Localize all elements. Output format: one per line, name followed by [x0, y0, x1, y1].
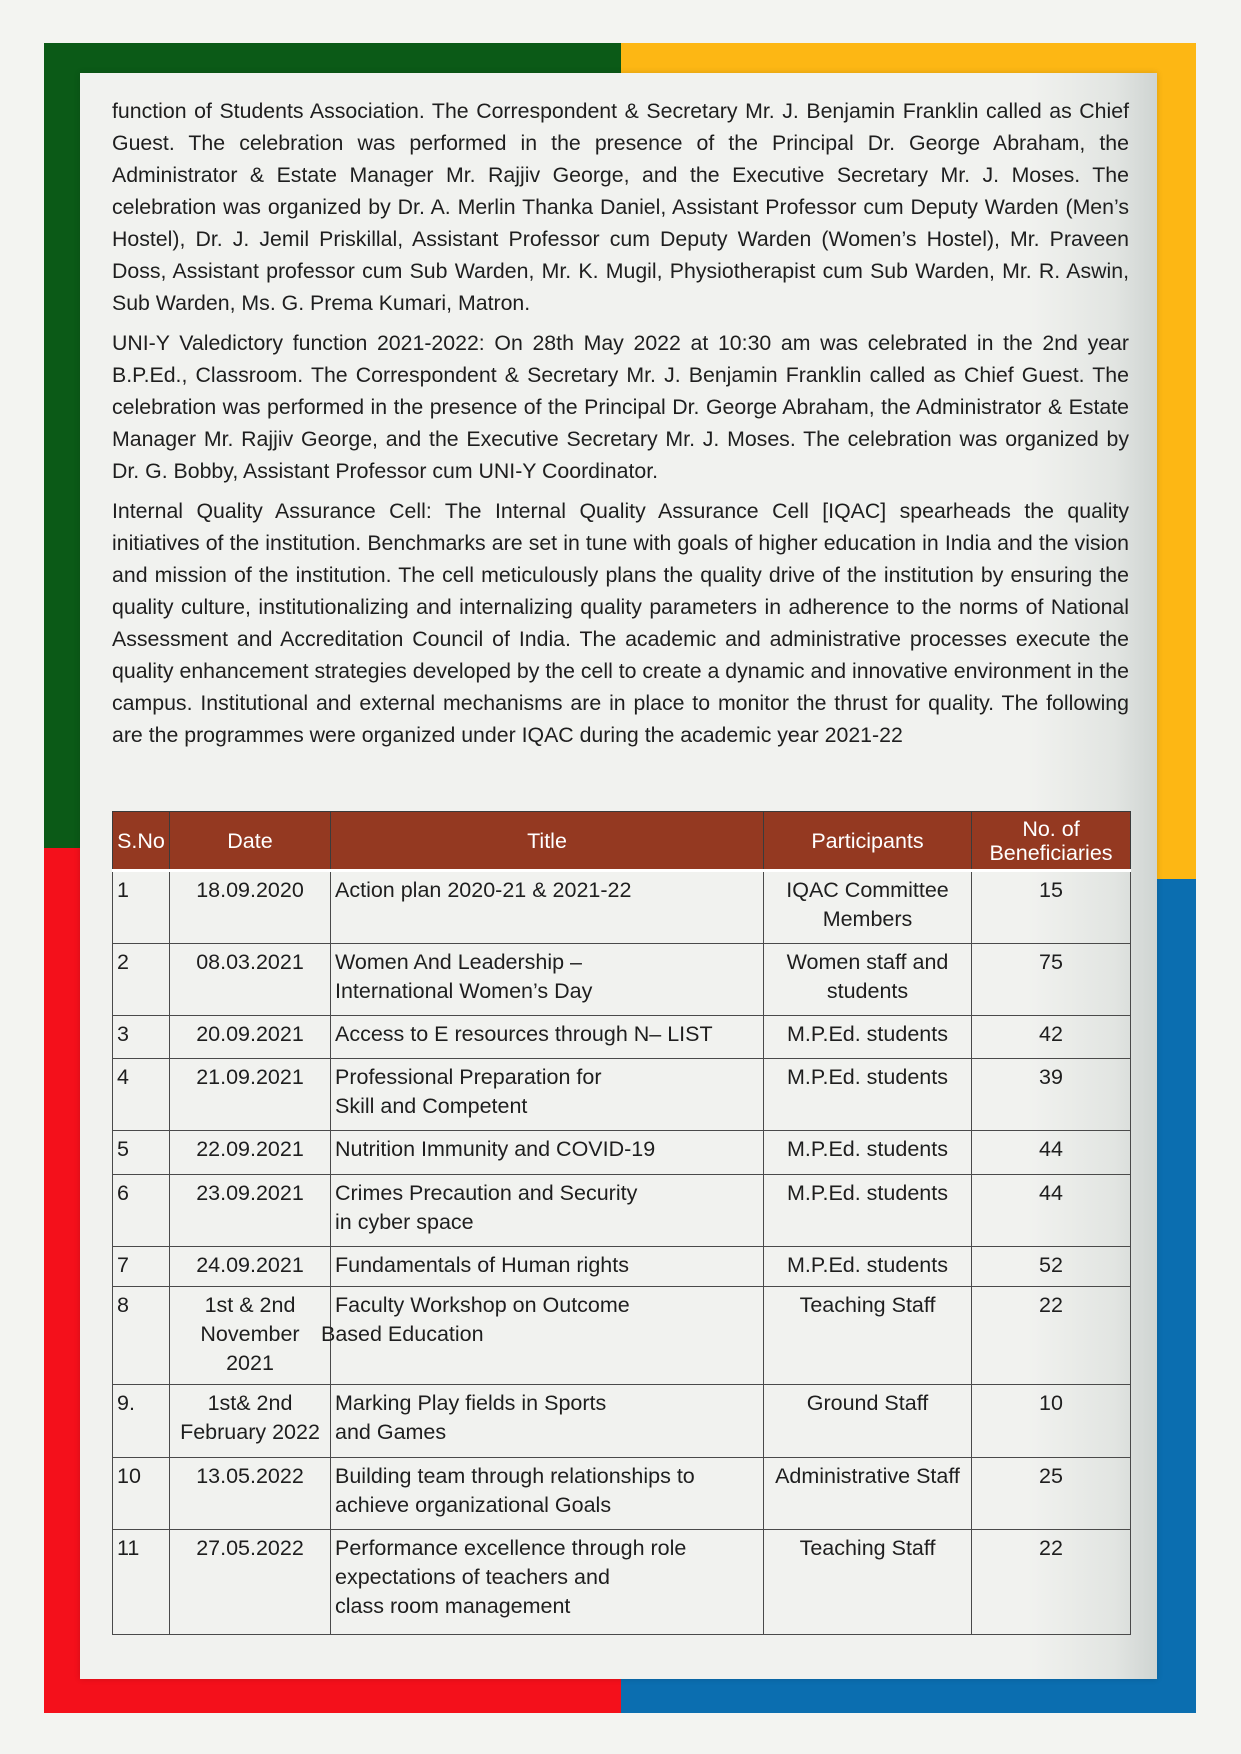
title-line1: Performance excellence through role: [335, 1536, 687, 1560]
participants-line2: students: [826, 979, 909, 1003]
cell-beneficiaries: 44: [972, 1175, 1131, 1247]
table-row: [113, 1287, 1131, 1385]
title-line2: expectations of teachers and: [335, 1565, 610, 1589]
cell-participants: M.P.Ed. students: [764, 1131, 972, 1175]
table-row: [113, 1530, 1131, 1635]
cell-sno: 2: [113, 944, 170, 1016]
cell-participants: [764, 944, 972, 1016]
cell-participants: Teaching Staff: [764, 1287, 972, 1385]
header-participants: Participants: [764, 812, 972, 871]
cell-sno: 10: [113, 1458, 170, 1530]
header-date: Date: [170, 812, 331, 871]
date-line1: 1st & 2nd: [204, 1293, 296, 1317]
table-row: [113, 1175, 1131, 1247]
cell-date: 22.09.2021: [170, 1131, 331, 1175]
cell-participants: M.P.Ed. students: [764, 1016, 972, 1059]
cell-date: 24.09.2021: [170, 1247, 331, 1287]
header-beneficiaries: [972, 812, 1131, 871]
cell-beneficiaries: 22: [972, 1530, 1131, 1635]
cell-date: [170, 1385, 331, 1458]
header-sno: S.No: [113, 812, 170, 871]
participants-line1: IQAC Committee: [786, 878, 949, 902]
table-row: [113, 871, 1131, 944]
date-line2: November 2021: [200, 1322, 300, 1375]
title-line1: Professional Preparation for: [335, 1065, 602, 1089]
date-line2: February 2022: [180, 1420, 320, 1444]
cell-sno: 4: [113, 1059, 170, 1131]
title-line1: Women And Leadership –: [335, 950, 583, 974]
cell-date: 18.09.2020: [170, 871, 331, 944]
title-line1: Crimes Precaution and Security: [335, 1181, 638, 1205]
table-row: [113, 944, 1131, 1016]
title-line3: class room management: [335, 1594, 571, 1618]
title-line2: achieve organizational Goals: [335, 1493, 612, 1517]
table-row: [113, 1385, 1131, 1458]
paragraph-students-association: function of Students Association. The Correspondent & Secretary Mr. J. Benjamin Franklin called as Chief Guest. The celebration was performed in the presence of the Principal Dr. George Abraham, the Administrator & Estate Manager Mr. Rajjiv George, and the Executive Secretary Mr. J. Moses. The celebration was organized by Dr. A. Merlin Thanka Daniel, Assistant Professor cum Deputy Warden (Men’s Hostel), Dr. J. Jemil Priskillal, Assistant Professor cum Deputy Warden (Women’s Hostel), Mr. Praveen Doss, Assistant professor cum Sub Warden, Mr. K. Mugil, Physiotherapist cum Sub Warden, Mr. R. Aswin, Sub Warden, Ms. G. Prema Kumari, Matron.: [112, 99, 1129, 315]
cell-title: [331, 1385, 764, 1458]
header-beneficiaries-line1: No. of: [1022, 816, 1080, 841]
participants-line1: Women staff and: [786, 950, 949, 974]
date-line1: 1st& 2nd: [207, 1391, 293, 1415]
cell-beneficiaries: 52: [972, 1247, 1131, 1287]
cell-date: 13.05.2022: [170, 1458, 331, 1530]
table-row: [113, 1131, 1131, 1175]
cell-beneficiaries: 75: [972, 944, 1131, 1016]
cell-participants: M.P.Ed. students: [764, 1247, 972, 1287]
cell-date: 23.09.2021: [170, 1175, 331, 1247]
cell-title: Action plan 2020-21 & 2021-22: [331, 871, 764, 944]
header-beneficiaries-line2: Beneficiaries: [989, 840, 1113, 865]
cell-title: [321, 1287, 764, 1385]
cell-participants: Teaching Staff: [764, 1530, 972, 1635]
paragraph-iqac: Internal Quality Assurance Cell: The Internal Quality Assurance Cell [IQAC] spearheads the quality initiatives of the institution. Benchmarks are set in tune with goals of higher education in India and the vision and mission of the institution. The cell meticulously plans the quality drive of the institution by ensuring the quality culture, institutionalizing and internalizing quality parameters in adherence to the norms of National Assessment and Accreditation Council of India. The academic and administrative processes execute the quality enhancement strategies developed by the cell to create a dynamic and innovative environment in the campus. Institutional and external mechanisms are in place to monitor the thrust for quality. The following are the programmes were organized under IQAC during the academic year 2021-22: [112, 499, 1129, 747]
table-row: [113, 1247, 1131, 1287]
cell-title: [331, 1175, 764, 1247]
cell-title: [331, 1059, 764, 1131]
cell-beneficiaries: 25: [972, 1458, 1131, 1530]
cell-date: 27.05.2022: [170, 1530, 331, 1635]
cell-title: [331, 1530, 764, 1635]
cell-sno: 9.: [113, 1385, 170, 1458]
table-row: [113, 1458, 1131, 1530]
table-row: [113, 1059, 1131, 1131]
cell-participants: Ground Staff: [764, 1385, 972, 1458]
table-row: [113, 1016, 1131, 1059]
title-line2: Based Education: [321, 1322, 484, 1346]
cell-sno: 8: [113, 1287, 170, 1385]
header-title: Title: [331, 812, 764, 871]
participants-line2: Members: [822, 907, 913, 931]
title-line2: and Games: [335, 1420, 447, 1444]
cell-date: 08.03.2021: [170, 944, 331, 1016]
paragraph-uni-y-valedictory: UNI-Y Valedictory function 2021-2022: On 28th May 2022 at 10:30 am was celebrated in the 2nd year B.P.Ed., Classroom. The Correspondent & Secretary Mr. J. Benjamin Franklin called as Chief Guest. The celebration was performed in the presence of the Principal Dr. George Abraham, the Administrator & Estate Manager Mr. Rajjiv George, and the Executive Secretary Mr. J. Moses. The celebration was organized by Dr. G. Bobby, Assistant Professor cum UNI-Y Coordinator.: [112, 331, 1129, 483]
cell-sno: 3: [113, 1016, 170, 1059]
cell-title: Fundamentals of Human rights: [331, 1247, 764, 1287]
cell-sno: 7: [113, 1247, 170, 1287]
cell-beneficiaries: 22: [972, 1287, 1131, 1385]
title-line1: Building team through relationships to: [335, 1464, 695, 1488]
cell-beneficiaries: 15: [972, 871, 1131, 944]
cell-participants: M.P.Ed. students: [764, 1059, 972, 1131]
title-line1: Faculty Workshop on Outcome: [335, 1293, 630, 1317]
cell-sno: 11: [113, 1530, 170, 1635]
cell-beneficiaries: 39: [972, 1059, 1131, 1131]
title-line1: Marking Play fields in Sports: [335, 1391, 607, 1415]
cell-beneficiaries: 42: [972, 1016, 1131, 1059]
title-line2: Skill and Competent: [335, 1094, 528, 1118]
document-body: [112, 95, 1129, 751]
cell-beneficiaries: 44: [972, 1131, 1131, 1175]
cell-participants: [764, 871, 972, 944]
cell-sno: 1: [113, 871, 170, 944]
cell-sno: 5: [113, 1131, 170, 1175]
title-line2: International Women’s Day: [335, 979, 593, 1003]
cell-title: [331, 1458, 764, 1530]
table-header-row: [113, 812, 1131, 871]
cell-title: [331, 944, 764, 1016]
cell-title: Nutrition Immunity and COVID-19: [331, 1131, 764, 1175]
cell-beneficiaries: 10: [972, 1385, 1131, 1458]
cell-date: 21.09.2021: [170, 1059, 331, 1131]
cell-date: 20.09.2021: [170, 1016, 331, 1059]
cell-date: [170, 1287, 331, 1385]
cell-title: Access to E resources through N– LIST: [331, 1016, 764, 1059]
title-line2: in cyber space: [335, 1210, 474, 1234]
cell-participants: M.P.Ed. students: [764, 1175, 972, 1247]
iqac-programmes-table: [112, 811, 1131, 1635]
cell-sno: 6: [113, 1175, 170, 1247]
cell-participants: Administrative Staff: [764, 1458, 972, 1530]
